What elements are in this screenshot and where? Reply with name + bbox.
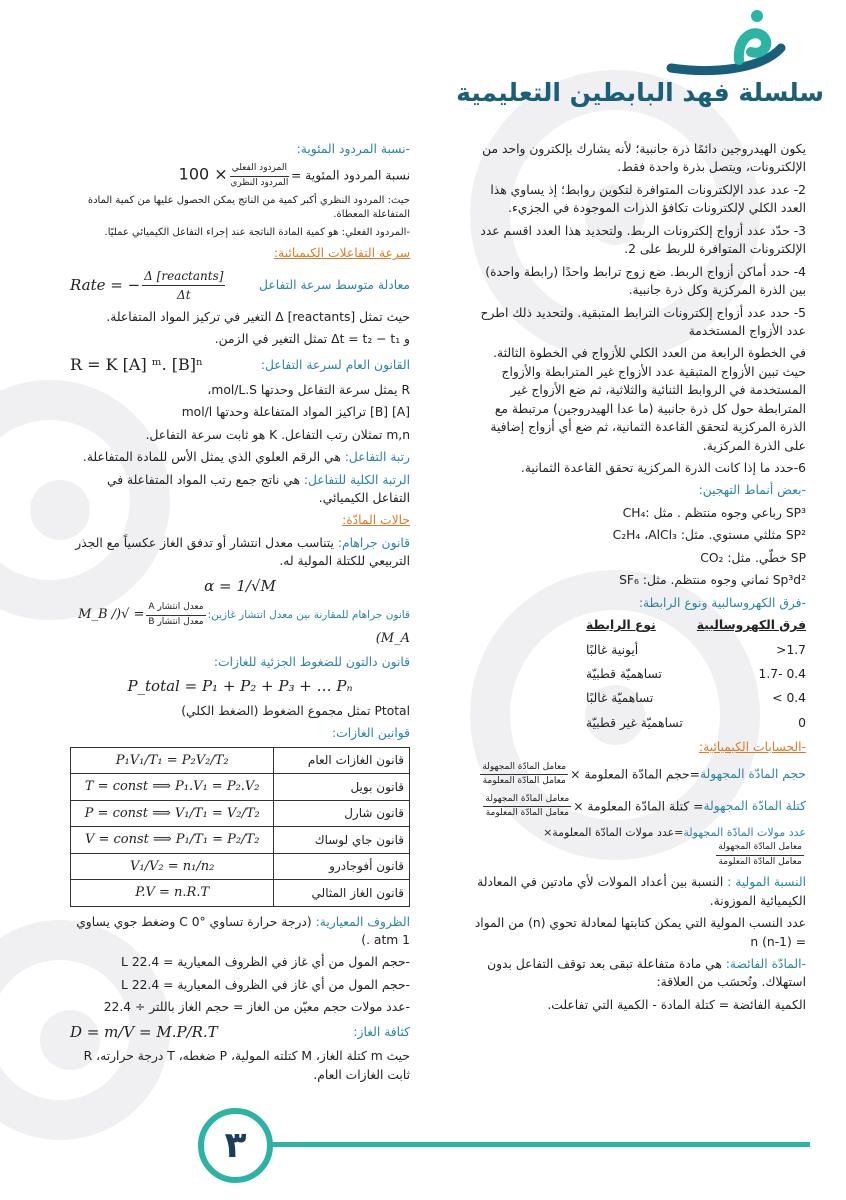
calc-mass-num: معامل المادّة المجهولة bbox=[483, 793, 571, 808]
excess-label: -المادّة الفائضة: bbox=[725, 956, 806, 971]
gas-law-name: قانون جاي لوساك bbox=[274, 827, 410, 854]
calc-moles-label: عدد مولات المادّة المجهولة bbox=[683, 825, 806, 839]
calc-mass bbox=[466, 793, 806, 821]
graham2-den: معدل انتشار B bbox=[148, 616, 204, 627]
en-header-diff: فرق الكهروسالبية bbox=[696, 618, 806, 633]
step-2: 2- عدد عدد الإلكترونات المتوافرة لتكوين روابط؛ إذ يساوي هذا العدد الكلي لإلكترونات تكافؤ الذرات الموجودة في الجزيء. bbox=[490, 182, 806, 216]
order-label: رتبة التفاعل: bbox=[344, 450, 410, 465]
calc-moles-den: معامل المادّة المعلومة bbox=[718, 856, 802, 867]
rate-num: Δ [reactants] bbox=[142, 267, 225, 286]
table-row bbox=[71, 800, 410, 827]
dalton-eq: P_total = P₁ + P₂ + P₃ + … Pₙ bbox=[127, 677, 353, 696]
hybridization-item: SP² مثلثي مستوي. مثل: C₂H₄ ،AlCl₃ bbox=[612, 528, 806, 543]
graham-label: قانون جراهام: bbox=[337, 535, 410, 550]
density-eq: D = m/V = M.P/R.T bbox=[70, 1022, 218, 1041]
ratio-count: عدد النسب المولية التي يمكن كتابتها لمعادلة تحوي (n) من المواد = (n-1) n bbox=[474, 916, 806, 949]
calc-moles-num: معامل المادّة المجهولة bbox=[716, 841, 804, 856]
table-row bbox=[71, 853, 410, 880]
yield-note-2: -المردود الفعلي: هو كمية المادة الناتجة عند إجراء التفاعل الكيميائي عمليًا. bbox=[104, 227, 410, 239]
gas-laws-title: قوانين الغازات: bbox=[332, 726, 410, 741]
step-4: 4- حدد أماكن أزواج الربط. ضع زوج ترابط واحدًا (رابطة واحدة) بين الذرة المركزية وكل ذرة جانبية. bbox=[485, 264, 806, 298]
en-type: تساهميّة غير قطبيّة bbox=[586, 715, 683, 730]
rate-law-label: القانون العام لسرعة التفاعل: bbox=[260, 357, 410, 372]
rate-law-note-3: m,n تمثلان رتب التفاعل. K هو ثابت سرعة التفاعل. bbox=[145, 427, 410, 442]
brand-logo-icon bbox=[641, 8, 801, 78]
table-row bbox=[71, 774, 410, 801]
en-type: تساهميّة غالبًا bbox=[586, 691, 654, 706]
gas-law-name: قانون شارل bbox=[274, 800, 410, 827]
calculations-title: -الحسابات الكيميائية: bbox=[698, 740, 806, 755]
rate-title: سرعة التفاعلات الكيميائية: bbox=[273, 246, 410, 261]
gas-law-eq: T = const ⟹ P₁.V₁ = P₂.V₂ bbox=[71, 774, 274, 801]
hybridization-item: SP خطّي. مثل: CO₂ bbox=[700, 550, 806, 565]
order-text: هي الرقم العلوي الذي يمثل الأس للمادة المتفاعلة. bbox=[82, 450, 345, 465]
graham2-num: معدل انتشار A bbox=[146, 601, 205, 616]
total-order-label: الرتبة الكلية للتفاعل: bbox=[303, 472, 410, 487]
brand-title: سلسلة فهد البابطين التعليمية bbox=[456, 78, 824, 107]
excess-equation: الكمية الفائضة = كتلة المادة - الكمية التي تفاعلت. bbox=[547, 997, 806, 1012]
intro-text: يكون الهيدروجين دائمًا ذرة جانبية؛ لأنه يشارك بإلكترون واحد من الإلكترونات، ويتصل بذرة واحدة فقط. bbox=[482, 142, 806, 175]
hybridization-item: SP³ رباعي وجوه منتظم . مثل :CH₄ bbox=[622, 505, 806, 520]
electronegativity-row bbox=[586, 641, 806, 659]
avg-rate-label: معادلة متوسط سرعة التفاعل bbox=[259, 278, 410, 293]
graham-compare bbox=[70, 601, 410, 649]
molar-ratio bbox=[466, 873, 806, 910]
table-row bbox=[71, 827, 410, 854]
en-type: أيونية غالبًا bbox=[586, 642, 639, 657]
dalton-note: Ptotal تمثل مجموع الضغوط (الضغط الكلي) bbox=[181, 703, 410, 718]
yield-note-1: حيث: المردود النظري أكبر كمية من الناتج يمكن الحصول عليها من كمية المادة المتفاعلة المعطاة. bbox=[87, 195, 410, 221]
graham-text: يتناسب معدل انتشار أو تدفق الغاز عكسياً مع الجذر التربيعي للكتلة المولية له. bbox=[75, 535, 410, 569]
yield-num: المردود الفعلي bbox=[230, 162, 289, 177]
step-3: 3- حدّد عدد أزواج إلكترونات الربط. ولتحديد هذا العدد اقسم عدد الإلكترونات المتوافرة للربط على 2. bbox=[480, 223, 806, 257]
gas-law-eq: P = const ⟹ V₁/T₁ = V₂/T₂ bbox=[71, 800, 274, 827]
rate-law-note-2: [A] [B] تراكيز المواد المتفاعلة وحدتها mol/l bbox=[181, 405, 410, 420]
dalton-label: قانون دالتون للضغوط الجزئية للغازات: bbox=[213, 654, 410, 669]
hybridization-title: -بعض أنماط التهجين: bbox=[698, 483, 806, 498]
calc-mass-den: معامل المادّة المعلومة bbox=[485, 808, 569, 819]
reaction-order bbox=[70, 448, 410, 466]
rate-den: Δt bbox=[177, 287, 191, 302]
graham2-label: قانون جراهام للمقارنة بين معدل انتشار غازين: bbox=[207, 609, 410, 622]
calc-volume-den: معامل المادّة المعلومة bbox=[482, 776, 566, 787]
graham-law bbox=[70, 534, 410, 571]
yield-formula bbox=[70, 162, 410, 190]
calc-mass-label: كتلة المادّة المجهولة bbox=[703, 799, 806, 814]
gas-law-eq: V = const ⟹ P₁/T₁ = P₂/T₂ bbox=[71, 827, 274, 854]
calc-mass-text: = كتلة المادّة المعلومة × bbox=[573, 799, 704, 814]
gas-laws-table bbox=[70, 747, 410, 907]
left-column bbox=[70, 140, 410, 1088]
rate-law-eq: R = K [A] ᵐ. [B]ⁿ bbox=[70, 354, 203, 374]
en-type: تساهميّة قطبيّة bbox=[586, 666, 662, 681]
molar-ratio-label: النسبة المولية : bbox=[727, 875, 806, 890]
stp-line-3: -عدد مولات حجم معيّن من الغاز = حجم الغاز باللتر ÷ 22.4 bbox=[103, 1000, 410, 1015]
yield-title: -نسبة المردود المئوية: bbox=[296, 142, 410, 156]
en-diff: 0.4 > bbox=[772, 691, 806, 706]
yield-den: المردود النظري bbox=[230, 177, 289, 188]
excess-reactant bbox=[466, 955, 806, 992]
stp-line-1: -حجم المول من أي غاز في الظروف المعيارية = 22.4 L bbox=[121, 955, 410, 970]
stp-line-2: -حجم المول من أي غاز في الظروف المعيارية = 22.4 L bbox=[121, 977, 410, 992]
excess-text: هي مادة متفاعلة تبقى بعد توقف التفاعل بدون استهلاك. وتُحسَب من العلاقة: bbox=[487, 956, 806, 990]
yield-mult: × 100 bbox=[178, 164, 228, 184]
electronegativity-row bbox=[586, 689, 806, 707]
table-row bbox=[71, 747, 410, 774]
stp-label: الظروف المعيارية: bbox=[315, 914, 410, 929]
calc-volume-num: معامل المادّة المجهولة bbox=[480, 761, 568, 776]
en-header-type: نوع الرابطة bbox=[586, 618, 656, 633]
total-order-text: هي ناتج جمع رتب المواد المتفاعلة في التفاعل الكيميائي. bbox=[106, 472, 410, 505]
en-diff: 1.7< bbox=[776, 642, 806, 657]
page-number-badge bbox=[198, 1108, 273, 1183]
gas-law-eq: P.V = n.R.T bbox=[71, 880, 274, 907]
hybridization-item: Sp³d² ثماني وجوه منتظم. مثل: SF₆ bbox=[619, 573, 806, 588]
gas-law-name: قانون الغاز المثالي bbox=[274, 880, 410, 907]
step-5: 5- حدد عدد أزواج إلكترونات الترابط المتبقية. ولتحديد ذلك اطرح عدد الأزواج المستخدمة bbox=[480, 305, 806, 338]
graham2-rhs: = √(M_B / M_A) bbox=[78, 607, 410, 647]
calc-moles-text: =عدد مولات المادّة المعلومة× bbox=[543, 825, 684, 839]
calc-volume-label: حجم المادّة المجهولة bbox=[699, 767, 806, 782]
rate-law bbox=[70, 353, 410, 377]
electronegativity-header bbox=[586, 616, 806, 634]
rate-note-1: حيث تمثل Δ [reactants] التغير في تركيز المواد المتفاعلة. bbox=[106, 309, 410, 324]
density-note: حيث m كتلة الغاز، M كتلته المولية، P ضغطه، T درجة حرارته، R ثابت الغازات العام. bbox=[83, 1049, 410, 1082]
en-diff: 0.4 -1.7 bbox=[758, 666, 806, 681]
molar-ratio-text: النسبة بين أعداد المولات لأي مادتين في المعادلة الكيميائية الموزونة. bbox=[477, 875, 806, 908]
footer-bar bbox=[265, 1142, 810, 1147]
electronegativity-row bbox=[586, 665, 806, 683]
gas-law-name: قانون بويل bbox=[274, 774, 410, 801]
stp bbox=[70, 913, 410, 950]
gas-law-eq: P₁V₁/T₁ = P₂V₂/T₂ bbox=[71, 747, 274, 774]
stp-text: (درجة حرارة تساوي °0 C وضغط جوي يساوي 1 atm .) bbox=[76, 914, 410, 947]
gas-law-eq: V₁/V₂ = n₁/n₂ bbox=[71, 853, 274, 880]
total-order bbox=[70, 471, 410, 508]
rate-note-2: و Δt = t₂ − t₁ تمثل التغير في الزمن. bbox=[214, 332, 410, 347]
gas-law-name: قانون الغازات العام bbox=[274, 747, 410, 774]
gas-density bbox=[70, 1021, 410, 1044]
electronegativity-row bbox=[586, 714, 806, 732]
rate-law-note-1: R يمثل سرعة التفاعل وحدتها mol/L.S، bbox=[207, 382, 410, 397]
step-6: 6-حدد ما إذا كانت الذرة المركزية تحقق القاعدة الثمانية. bbox=[520, 461, 806, 475]
table-row bbox=[71, 880, 410, 907]
gas-law-name: قانون أفوجادرو bbox=[274, 853, 410, 880]
calc-volume bbox=[466, 761, 806, 789]
en-diff: 0 bbox=[798, 715, 806, 730]
right-column bbox=[466, 140, 806, 1018]
calc-volume-text: =حجم المادّة المعلومة × bbox=[570, 767, 700, 782]
step-5-continued: في الخطوة الرابعة من العدد الكلي للأزواج في الخطوة الثالثة. حيث تبين الأزواج المتبقية عدد الأزواج غير المترابطة والأزواج المستخدمة في الروابط الثنائية والثلاثية، ثم ضع الأزواج غير المترابطة حول كل ذرة جانبية (ما عدا الهيدروجين) مرتبطة مع الذرة المركزية لتحقق القاعدة الثمانية، ثم ضع أي أزواج إضافية على الذرة المركزية. bbox=[490, 346, 806, 453]
page-number: ٣ bbox=[224, 1125, 247, 1166]
calc-moles bbox=[466, 825, 806, 870]
yield-text: نسبة المردود المئوية = bbox=[290, 168, 410, 183]
states-title: حالات المادّة: bbox=[342, 513, 410, 528]
rate-lhs: Rate = − bbox=[70, 276, 141, 295]
graham-eq: α = 1/√M bbox=[204, 576, 276, 595]
avg-rate bbox=[70, 267, 410, 304]
electronegativity-title: -فرق الكهروسالبية ونوع الرابطة: bbox=[638, 595, 806, 610]
density-label: كثافة الغاز: bbox=[353, 1024, 410, 1039]
